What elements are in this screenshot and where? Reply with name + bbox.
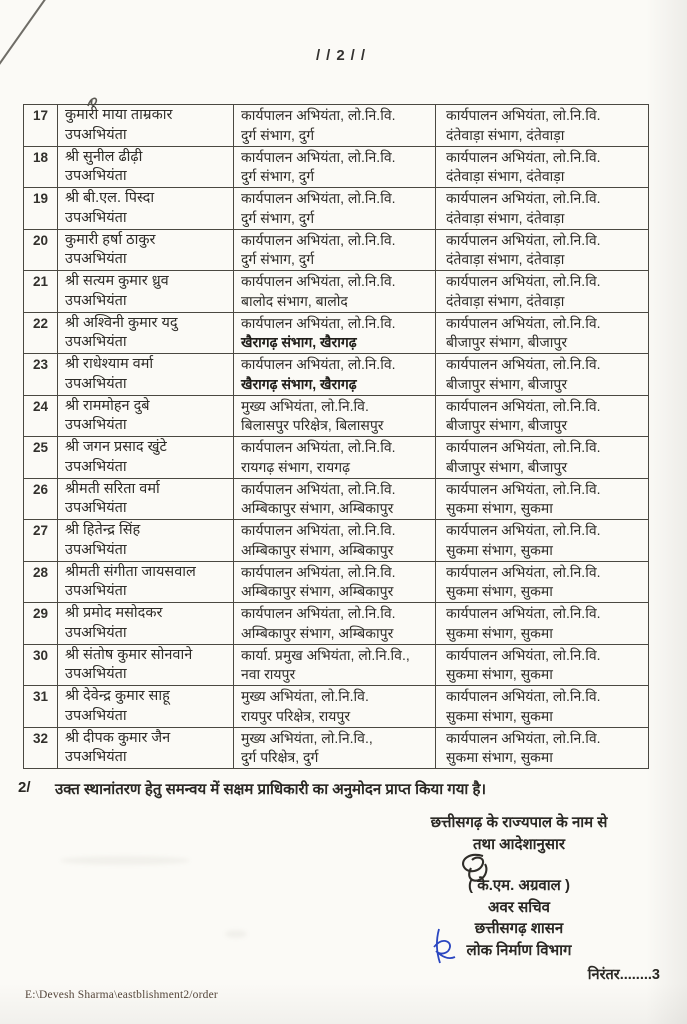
row-number-cell: 26 bbox=[24, 478, 58, 520]
row-number-cell: 25 bbox=[24, 437, 58, 479]
current-posting-line1: कार्यपालन अभियंता, लो.नि.वि. bbox=[241, 563, 396, 580]
row-number-cell: 19 bbox=[24, 188, 58, 230]
row-number-cell: 24 bbox=[24, 395, 58, 437]
new-posting-line1: कार्यपालन अभियंता, लो.नि.वि. bbox=[446, 480, 601, 497]
signature-scribble bbox=[455, 851, 501, 889]
signature-authority-line1: छत्तीसगढ़ के राज्यपाल के नाम से bbox=[430, 814, 608, 831]
current-posting-cell bbox=[234, 686, 436, 728]
current-posting-cell bbox=[234, 188, 436, 230]
new-posting-cell bbox=[436, 229, 649, 271]
officer-designation: उपअभियंता bbox=[65, 126, 127, 143]
new-posting-cell bbox=[436, 603, 649, 645]
new-posting-line1: कार्यपालन अभियंता, लो.नि.वि. bbox=[446, 522, 601, 538]
new-posting-cell bbox=[436, 478, 649, 520]
row-number-cell: 23 bbox=[24, 354, 58, 396]
officer-name-cell bbox=[58, 312, 234, 354]
scan-smudge bbox=[60, 856, 190, 865]
officer-designation: उपअभियंता bbox=[65, 707, 127, 724]
new-posting-line1: कार्यपालन अभियंता, लो.नि.वि. bbox=[446, 729, 601, 746]
transfer-table bbox=[23, 104, 649, 769]
new-posting-cell bbox=[436, 686, 649, 728]
officer-name-cell bbox=[58, 437, 234, 479]
officer-designation: उपअभियंता bbox=[65, 292, 127, 309]
table-row bbox=[24, 603, 649, 645]
current-posting-line2: रायपुर परिक्षेत्र, रायपुर bbox=[241, 707, 351, 724]
current-posting-cell bbox=[234, 354, 436, 396]
new-posting-line1: कार्यपालन अभियंता, लो.नि.वि. bbox=[446, 563, 601, 580]
officer-designation: उपअभियंता bbox=[65, 458, 127, 475]
officer-name: श्री राममोहन दुबे bbox=[65, 397, 150, 414]
officer-name-cell bbox=[58, 644, 234, 686]
new-posting-line1: कार्यपालन अभियंता, लो.नि.वि. bbox=[446, 356, 601, 372]
officer-name-cell bbox=[58, 561, 234, 603]
current-posting-line2: रायगढ़ संभाग, रायगढ़ bbox=[241, 458, 350, 475]
table-row bbox=[24, 437, 649, 479]
row-number-cell: 20 bbox=[24, 229, 58, 271]
footer-file-path: E:\Devesh Sharma\eastblishment2/order bbox=[25, 989, 218, 1001]
new-posting-line2: दंतेवाड़ा संभाग, दंतेवाड़ा bbox=[446, 292, 565, 309]
row-number-cell: 29 bbox=[24, 603, 58, 645]
row-number-cell: 31 bbox=[24, 686, 58, 728]
new-posting-line1: कार्यपालन अभियंता, लो.नि.वि. bbox=[446, 190, 601, 206]
current-posting-cell bbox=[234, 561, 436, 603]
new-posting-line2: सुकमा संभाग, सुकमा bbox=[446, 624, 553, 641]
officer-name-cell bbox=[58, 686, 234, 728]
signature-gap bbox=[396, 855, 642, 875]
new-posting-line2: बीजापुर संभाग, बीजापुर bbox=[446, 458, 568, 475]
current-posting-line1: कार्यपालन अभियंता, लो.नि.वि. bbox=[241, 439, 396, 455]
row-number-cell: 30 bbox=[24, 644, 58, 686]
officer-name-cell bbox=[58, 395, 234, 437]
current-posting-line2: दुर्ग संभाग, दुर्ग bbox=[241, 209, 315, 226]
current-posting-line1: कार्यपालन अभियंता, लो.नि.वि. bbox=[241, 356, 396, 372]
officer-name-cell bbox=[58, 478, 234, 520]
current-posting-line1: कार्यपालन अभियंता, लो.नि.वि. bbox=[241, 314, 396, 331]
row-number-cell: 17 bbox=[24, 105, 58, 147]
officer-name-cell bbox=[58, 603, 234, 645]
new-posting-line1: कार्यपालन अभियंता, लो.नि.वि. bbox=[446, 688, 601, 704]
officer-name: कुमारी माया ताम्रकार bbox=[65, 107, 173, 123]
officer-name-cell bbox=[58, 271, 234, 313]
current-posting-line1: मुख्य अभियंता, लो.नि.वि. bbox=[241, 688, 369, 704]
current-posting-cell bbox=[234, 603, 436, 645]
new-posting-line1: कार्यपालन अभियंता, लो.नि.वि. bbox=[446, 273, 601, 289]
new-posting-cell bbox=[436, 644, 649, 686]
approval-note bbox=[18, 779, 658, 799]
initial-mark-blue bbox=[430, 926, 458, 966]
officer-name: कुमारी हर्षा ठाकुर bbox=[65, 231, 156, 248]
officer-designation: उपअभियंता bbox=[65, 168, 127, 184]
note-index: 2/ bbox=[18, 779, 31, 796]
current-posting-cell bbox=[234, 395, 436, 437]
new-posting-cell bbox=[436, 561, 649, 603]
table-row bbox=[24, 686, 649, 728]
officer-name-cell bbox=[58, 229, 234, 271]
officer-designation: उपअभियंता bbox=[65, 375, 127, 392]
officer-name: श्री प्रमोद मसोदकर bbox=[65, 605, 163, 621]
officer-name-cell bbox=[58, 146, 234, 188]
new-posting-line1: कार्यपालन अभियंता, लो.नि.वि. bbox=[446, 646, 601, 663]
transfer-table-body bbox=[24, 105, 649, 769]
current-posting-line1: कार्यपालन अभियंता, लो.नि.वि. bbox=[241, 605, 396, 621]
officer-name: श्री सत्यम कुमार ध्रुव bbox=[65, 273, 169, 289]
new-posting-line2: दंतेवाड़ा संभाग, दंतेवाड़ा bbox=[446, 251, 565, 267]
current-posting-line2: दुर्ग परिक्षेत्र, दुर्ग bbox=[241, 749, 319, 765]
signatory-name: ( के.एम. अग्रवाल ) bbox=[468, 877, 570, 894]
new-posting-line1: कार्यपालन अभियंता, लो.नि.वि. bbox=[446, 107, 601, 123]
current-posting-cell bbox=[234, 312, 436, 354]
new-posting-line2: बीजापुर संभाग, बीजापुर bbox=[446, 417, 568, 433]
current-posting-line2: अम्बिकापुर संभाग, अम्बिकापुर bbox=[241, 541, 394, 558]
current-posting-line2: अम्बिकापुर संभाग, अम्बिकापुर bbox=[241, 500, 394, 516]
new-posting-cell bbox=[436, 437, 649, 479]
current-posting-cell bbox=[234, 105, 436, 147]
table-row bbox=[24, 478, 649, 520]
new-posting-line1: कार्यपालन अभियंता, लो.नि.वि. bbox=[446, 439, 601, 455]
current-posting-line2: खैरागढ़ संभाग, खैरागढ़ bbox=[241, 375, 357, 392]
new-posting-line2: बीजापुर संभाग, बीजापुर bbox=[446, 334, 568, 350]
current-posting-cell bbox=[234, 146, 436, 188]
officer-designation: उपअभियंता bbox=[65, 541, 127, 558]
table-row bbox=[24, 188, 649, 230]
current-posting-cell bbox=[234, 520, 436, 562]
officer-name: श्री सुनील ढीढ़ी bbox=[65, 148, 143, 165]
current-posting-line1: कार्यपालन अभियंता, लो.नि.वि. bbox=[241, 231, 396, 248]
new-posting-line1: कार्यपालन अभियंता, लो.नि.वि. bbox=[446, 231, 601, 248]
table-row bbox=[24, 520, 649, 562]
current-posting-line1: मुख्य अभियंता, लो.नि.वि., bbox=[241, 729, 373, 746]
officer-designation: उपअभियंता bbox=[65, 417, 127, 433]
officer-name: श्री जगन प्रसाद खुंटे bbox=[65, 439, 167, 455]
new-posting-cell bbox=[436, 105, 649, 147]
officer-name: श्री संतोष कुमार सोनवाने bbox=[65, 646, 193, 663]
current-posting-line1: कार्यपालन अभियंता, लो.नि.वि. bbox=[241, 480, 396, 497]
officer-name: श्री दीपक कुमार जैन bbox=[65, 729, 171, 746]
new-posting-line1: कार्यपालन अभियंता, लो.नि.वि. bbox=[446, 314, 601, 331]
officer-designation: उपअभियंता bbox=[65, 583, 127, 599]
officer-name: श्री देवेन्द्र कुमार साहू bbox=[65, 688, 170, 704]
officer-name: श्री राधेश्याम वर्मा bbox=[65, 356, 154, 372]
new-posting-line1: कार्यपालन अभियंता, लो.नि.वि. bbox=[446, 605, 601, 621]
signature-authority-line2: तथा आदेशानुसार bbox=[472, 835, 566, 853]
new-posting-cell bbox=[436, 271, 649, 313]
officer-name: श्री अश्विनी कुमार यदु bbox=[65, 314, 178, 331]
row-number-cell: 32 bbox=[24, 727, 58, 769]
current-posting-line2: दुर्ग संभाग, दुर्ग bbox=[241, 168, 315, 184]
row-number-cell: 28 bbox=[24, 561, 58, 603]
new-posting-cell bbox=[436, 520, 649, 562]
table-row bbox=[24, 395, 649, 437]
signatory-department: लोक निर्माण विभाग bbox=[466, 941, 572, 959]
note-text: उक्त स्थानांतरण हेतु समन्वय में सक्षम प्राधिकारी का अनुमोदन प्राप्त किया गया है। bbox=[55, 781, 487, 798]
current-posting-cell bbox=[234, 229, 436, 271]
current-posting-line1: कार्यपालन अभियंता, लो.नि.वि. bbox=[241, 107, 396, 123]
continuation-label: निरंतर........3 bbox=[587, 967, 660, 983]
scan-smudge bbox=[225, 930, 247, 938]
officer-designation: उपअभियंता bbox=[65, 500, 127, 516]
row-number-cell: 18 bbox=[24, 146, 58, 188]
current-posting-line2: दुर्ग संभाग, दुर्ग bbox=[241, 126, 315, 143]
officer-name: श्रीमती सरिता वर्मा bbox=[65, 480, 160, 497]
new-posting-line1: कार्यपालन अभियंता, लो.नि.वि. bbox=[446, 148, 601, 165]
officer-designation: उपअभियंता bbox=[65, 334, 127, 350]
officer-name: श्री बी.एल. पिस्दा bbox=[65, 190, 155, 206]
new-posting-cell bbox=[436, 188, 649, 230]
new-posting-line2: बीजापुर संभाग, बीजापुर bbox=[446, 375, 568, 392]
officer-designation: उपअभियंता bbox=[65, 251, 127, 267]
new-posting-line2: सुकमा संभाग, सुकमा bbox=[446, 666, 553, 682]
current-posting-line1: कार्या. प्रमुख अभियंता, लो.नि.वि., bbox=[241, 646, 410, 663]
officer-designation: उपअभियंता bbox=[65, 209, 127, 226]
new-posting-line2: सुकमा संभाग, सुकमा bbox=[446, 541, 553, 558]
new-posting-line2: दंतेवाड़ा संभाग, दंतेवाड़ा bbox=[446, 209, 565, 226]
current-posting-line2: दुर्ग संभाग, दुर्ग bbox=[241, 251, 315, 267]
signatory-government: छत्तीसगढ़ शासन bbox=[474, 920, 564, 937]
table-row bbox=[24, 271, 649, 313]
new-posting-cell bbox=[436, 146, 649, 188]
table-row bbox=[24, 105, 649, 147]
page-number: //2// bbox=[315, 47, 371, 64]
table-row bbox=[24, 146, 649, 188]
current-posting-line1: मुख्य अभियंता, लो.नि.वि. bbox=[241, 397, 369, 414]
officer-designation: उपअभियंता bbox=[65, 749, 127, 765]
officer-name: श्रीमती संगीता जायसवाल bbox=[65, 563, 196, 580]
new-posting-line2: सुकमा संभाग, सुकमा bbox=[446, 500, 553, 516]
current-posting-line2: खैरागढ़ संभाग, खैरागढ़ bbox=[241, 334, 357, 350]
officer-name-cell bbox=[58, 354, 234, 396]
current-posting-line1: कार्यपालन अभियंता, लो.नि.वि. bbox=[241, 190, 396, 206]
table-row bbox=[24, 354, 649, 396]
current-posting-line1: कार्यपालन अभियंता, लो.नि.वि. bbox=[241, 522, 396, 538]
current-posting-cell bbox=[234, 437, 436, 479]
current-posting-line2: अम्बिकापुर संभाग, अम्बिकापुर bbox=[241, 624, 394, 641]
table-row bbox=[24, 644, 649, 686]
new-posting-cell bbox=[436, 727, 649, 769]
new-posting-line2: दंतेवाड़ा संभाग, दंतेवाड़ा bbox=[446, 126, 565, 143]
current-posting-line1: कार्यपालन अभियंता, लो.नि.वि. bbox=[241, 273, 396, 289]
new-posting-line2: सुकमा संभाग, सुकमा bbox=[446, 749, 553, 765]
row-number-cell: 21 bbox=[24, 271, 58, 313]
new-posting-cell bbox=[436, 395, 649, 437]
current-posting-line2: अम्बिकापुर संभाग, अम्बिकापुर bbox=[241, 583, 394, 599]
table-row bbox=[24, 312, 649, 354]
table-row bbox=[24, 561, 649, 603]
current-posting-cell bbox=[234, 271, 436, 313]
current-posting-cell bbox=[234, 478, 436, 520]
current-posting-line2: नवा रायपुर bbox=[241, 666, 296, 682]
new-posting-cell bbox=[436, 354, 649, 396]
row-number-cell: 27 bbox=[24, 520, 58, 562]
current-posting-line2: बालोद संभाग, बालोद bbox=[241, 292, 348, 309]
officer-name: श्री हितेन्द्र सिंह bbox=[65, 522, 141, 538]
current-posting-line2: बिलासपुर परिक्षेत्र, बिलासपुर bbox=[241, 417, 384, 433]
new-posting-line2: दंतेवाड़ा संभाग, दंतेवाड़ा bbox=[446, 168, 565, 184]
officer-name-cell bbox=[58, 188, 234, 230]
officer-designation: उपअभियंता bbox=[65, 624, 127, 641]
current-posting-cell bbox=[234, 644, 436, 686]
new-posting-cell bbox=[436, 312, 649, 354]
current-posting-line1: कार्यपालन अभियंता, लो.नि.वि. bbox=[241, 148, 396, 165]
current-posting-cell bbox=[234, 727, 436, 769]
officer-name-cell bbox=[58, 105, 234, 147]
new-posting-line2: सुकमा संभाग, सुकमा bbox=[446, 583, 553, 599]
signatory-designation: अवर सचिव bbox=[488, 898, 550, 916]
officer-name-cell bbox=[58, 520, 234, 562]
row-number-cell: 22 bbox=[24, 312, 58, 354]
new-posting-line1: कार्यपालन अभियंता, लो.नि.वि. bbox=[446, 397, 601, 414]
new-posting-line2: सुकमा संभाग, सुकमा bbox=[446, 707, 553, 724]
officer-name-cell bbox=[58, 727, 234, 769]
table-row bbox=[24, 229, 649, 271]
table-row bbox=[24, 727, 649, 769]
officer-designation: उपअभियंता bbox=[65, 666, 127, 682]
